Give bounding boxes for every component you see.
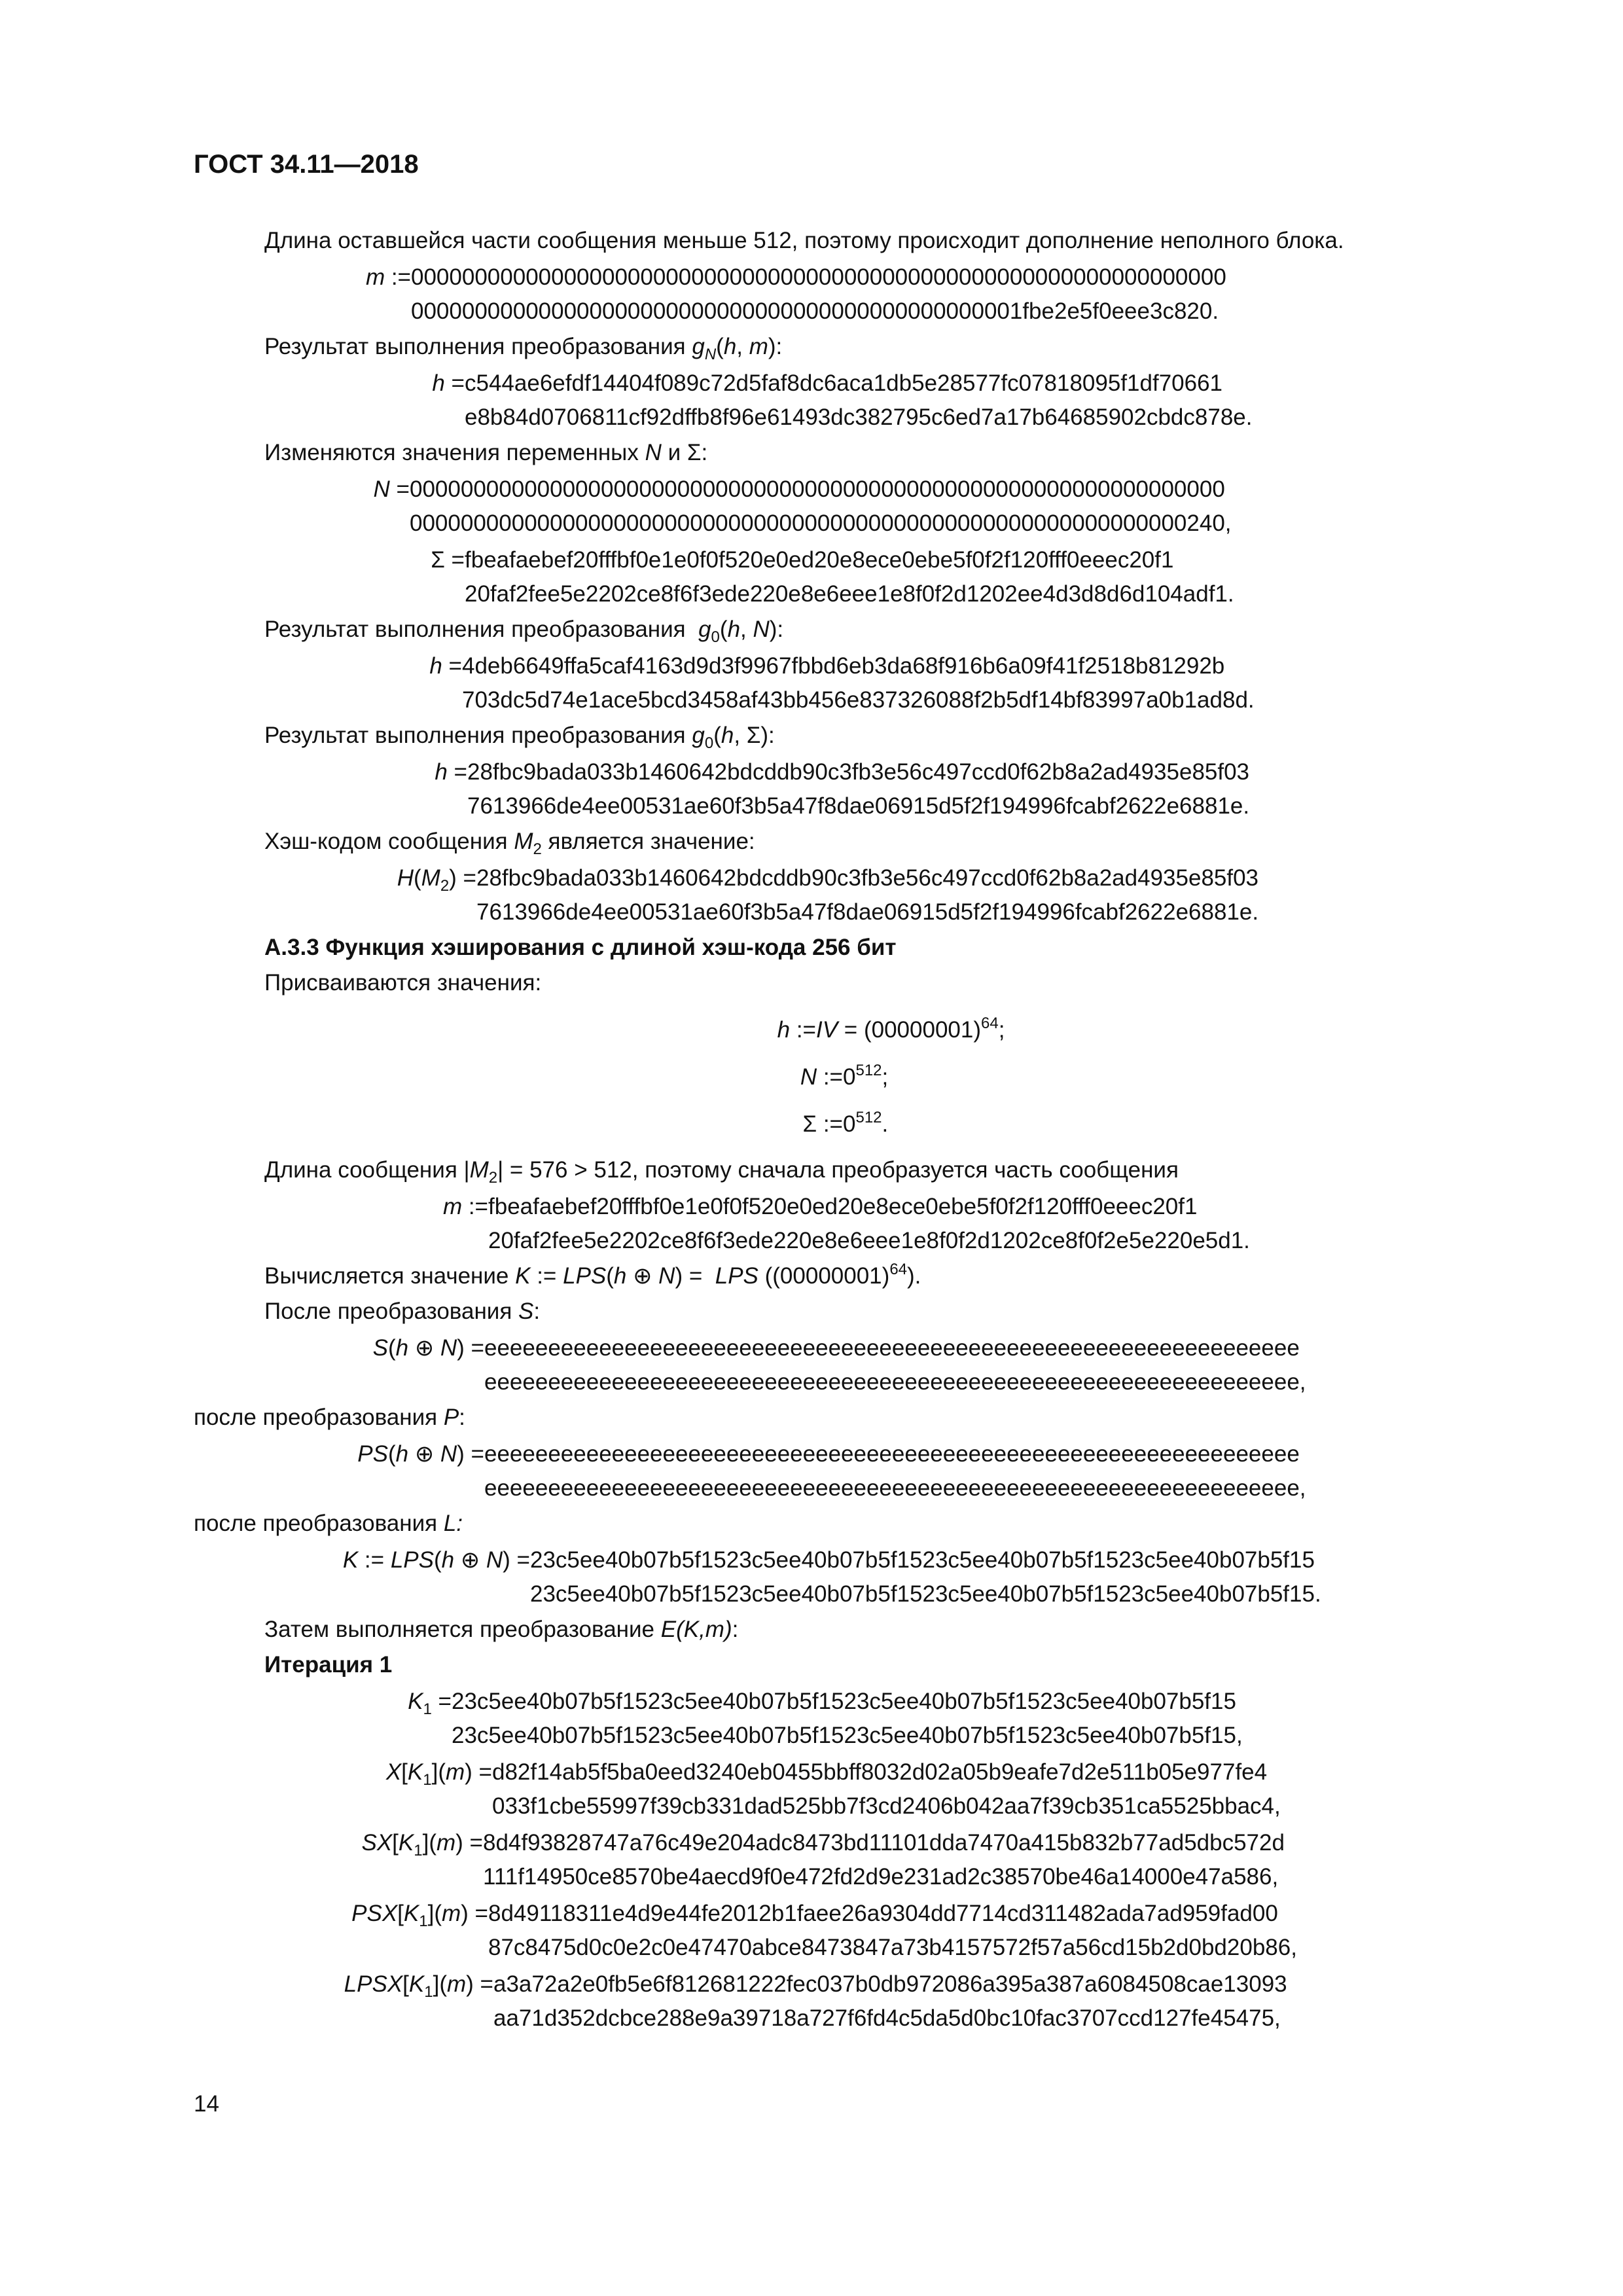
- formula-line: 23c5ee40b07b5f1523c5ee40b07b5f1523c5ee40b07b5f1523c5ee40b07b5f15.: [530, 1581, 1321, 1607]
- formula-value: [493, 1967, 1287, 2036]
- formula-line: IV = $(00000001)^{64}$;: [816, 1014, 1005, 1043]
- formula-lhs: N :=: [800, 1064, 843, 1090]
- formula-lhs: PS(h ⊕ N) =: [357, 1441, 484, 1467]
- formula: [0, 861, 1623, 929]
- paragraph: После преобразования S:: [264, 1299, 541, 1324]
- formula-line: 703dc5d74e1ace5bcd3458af43bb456e837326088f2b5df14bf83997a0b1ad8d.: [462, 687, 1255, 713]
- page-number: 14: [194, 2091, 219, 2117]
- formula-value: [843, 1060, 888, 1094]
- spacer: [0, 1141, 1623, 1152]
- formula: [0, 649, 1623, 717]
- formula-line: 20faf2fee5e2202ce8f6f3ede220e8e6eee1e8f0f2d1202ee4d3d8d6d104adf1.: [465, 581, 1234, 607]
- formula-line: 23c5ee40b07b5f1523c5ee40b07b5f1523c5ee40b07b5f1523c5ee40b07b5f15: [530, 1547, 1315, 1573]
- formula-line: aa71d352dcbce288e9a39718a727f6fd4c5da5d0bc10fac3707ccd127fe45475,: [493, 2005, 1281, 2031]
- formula-line: fbeafaebef20fffbf0e1e0f0f520e0ed20e8ece0ebe5f0f2f120fff0eeec20f1: [488, 1194, 1198, 1219]
- formula-line: eeeeeeeeeeeeeeeeeeeeeeeeeeeeeeeeeeeeeeeeeeeeeeeeeeeeeeeeeeeeeeee,: [484, 1475, 1306, 1501]
- formula: [0, 1897, 1623, 1965]
- formula-line: 111f14950ce8570be4aecd9f0e472fd2d9e231ad2c38570be46a14000e47a586,: [483, 1864, 1279, 1890]
- formula: [0, 1437, 1623, 1505]
- formula-value: [476, 861, 1258, 929]
- formula-value: [410, 473, 1232, 541]
- formula-line: 28fbc9bada033b1460642bdcddb90c3fb3e56c497ccd0f62b8a2ad4935e85f03: [467, 759, 1250, 785]
- formula: [0, 1967, 1623, 2036]
- formula-line: 23c5ee40b07b5f1523c5ee40b07b5f1523c5ee40b07b5f1523c5ee40b07b5f15: [452, 1689, 1236, 1714]
- formula: [0, 1013, 1623, 1047]
- paragraph: Длина сообщения $|M_2| = 576 > 512$, поэтому сначала преобразуется часть сообщения: [264, 1157, 1179, 1187]
- paragraph: после преобразования P:: [194, 1405, 465, 1430]
- formula-line: d82f14ab5f5ba0eed3240eb0455bbff8032d02a05b9eafe7d2e511b05e977fe4: [492, 1759, 1268, 1785]
- formula-value: [452, 1685, 1243, 1753]
- formula-lhs: N =: [373, 476, 410, 502]
- formula-lhs: $PSX[K_1](m)$ =: [351, 1901, 488, 1930]
- formula: [0, 1107, 1623, 1141]
- formula-lhs: Σ =: [431, 547, 465, 573]
- formula-value: [467, 755, 1249, 823]
- formula: [0, 1543, 1623, 1611]
- formula: [0, 260, 1623, 329]
- formula-line: fbeafaebef20fffbf0e1e0f0f520e0ed20e8ece0ebe5f0f2f120fff0eeec20f1: [465, 547, 1174, 573]
- formula: [0, 1755, 1623, 1823]
- formula: [0, 1685, 1623, 1753]
- formula: [0, 367, 1623, 435]
- formula-lhs: $K_1$ =: [408, 1689, 452, 1718]
- formula-line: eeeeeeeeeeeeeeeeeeeeeeeeeeeeeeeeeeeeeeeeeeeeeeeeeeeeeeeeeeeeeeee,: [484, 1369, 1306, 1395]
- paragraph: Затем выполняется преобразование E(K,m):: [264, 1617, 739, 1642]
- formula-line: 4deb6649ffa5caf4163d9d3f9967fbbd6eb3da68f916b6a09f41f2518b81292b: [462, 653, 1225, 679]
- formula-value: [465, 367, 1252, 435]
- formula-lhs: h =: [432, 370, 465, 396]
- formula-lhs: m :=: [442, 1194, 488, 1219]
- formula-lhs: $H(M_2)$ =: [397, 865, 476, 895]
- paragraph: Вычисляется значение K := LPS(h ⊕ N) = LPS $((00000001)^{64})$.: [264, 1261, 921, 1289]
- formula-line: $0^{512}$;: [843, 1062, 889, 1090]
- formula-line: e8b84d0706811cf92dffb8f96e61493dc382795c6ed7a17b64685902cbdc878e.: [465, 404, 1253, 430]
- formula: [0, 473, 1623, 541]
- paragraph: после преобразования L:: [194, 1511, 463, 1536]
- formula-value: [411, 260, 1226, 329]
- formula-value: [843, 1107, 888, 1141]
- formula-line: $0^{512}$.: [843, 1109, 889, 1137]
- formula-lhs: m :=: [365, 264, 411, 290]
- document-body: [0, 223, 1623, 2036]
- formula-lhs: $SX[K_1](m)$ =: [361, 1830, 483, 1859]
- formula-value: [492, 1755, 1281, 1823]
- paragraph: Хэш-кодом сообщения $M_2$ является значение:: [264, 829, 755, 858]
- spacer: [0, 1000, 1623, 1011]
- formula-line: 7613966de4ee00531ae60f3b5a47f8dae06915d5f2f194996fcabf2622e6881e.: [467, 793, 1250, 819]
- formula-value: [465, 543, 1234, 611]
- formula: [0, 1190, 1623, 1258]
- formula-value: [488, 1897, 1297, 1965]
- formula-line: 7613966de4ee00531ae60f3b5a47f8dae06915d5f2f194996fcabf2622e6881e.: [476, 899, 1259, 925]
- formula-lhs: $LPSX[K_1](m)$ =: [344, 1971, 493, 2001]
- formula-line: c544ae6efdf14404f089c72d5faf8dc6aca1db5e28577fc07818095f1df70661: [465, 370, 1223, 396]
- formula-lhs: h =: [429, 653, 462, 679]
- paragraph: Результат выполнения преобразования $g_0(h$, N):: [264, 617, 784, 646]
- formula-value: [484, 1437, 1306, 1505]
- formula-lhs: Σ :=: [802, 1111, 843, 1137]
- formula-value: [530, 1543, 1321, 1611]
- paragraph: Результат выполнения преобразования $g_0(h$, Σ):: [264, 723, 775, 752]
- formula: [0, 755, 1623, 823]
- formula-value: [488, 1190, 1250, 1258]
- formula-line: 0000000000000000000000000000000000000000000000000000000000000240,: [410, 511, 1232, 536]
- formula-lhs: h :=: [777, 1017, 816, 1043]
- formula-line: 87c8475d0c0e2c0e47470abce8473847a73b4157572f57a56cd15b2d0bd20b86,: [488, 1935, 1297, 1960]
- formula: [0, 1826, 1623, 1894]
- formula-line: 0000000000000000000000000000000000000000000000000000000000000000: [410, 476, 1225, 502]
- formula-line: 033f1cbe55997f39cb331dad525bb7f3cd2406b042aa7f39cb351ca5525bbac4,: [492, 1793, 1281, 1819]
- formula-line: eeeeeeeeeeeeeeeeeeeeeeeeeeeeeeeeeeeeeeeeeeeeeeeeeeeeeeeeeeeeeeee: [484, 1441, 1300, 1467]
- formula-line: 23c5ee40b07b5f1523c5ee40b07b5f1523c5ee40b07b5f1523c5ee40b07b5f15,: [452, 1723, 1243, 1748]
- paragraph: Присваиваются значения:: [264, 970, 542, 996]
- formula-lhs: h =: [435, 759, 467, 785]
- formula-value: [462, 649, 1255, 717]
- section-heading: Итерация 1: [264, 1652, 393, 1677]
- spacer: [0, 1047, 1623, 1058]
- formula-line: 0000000000000000000000000000000000000000000000000000000000000000: [411, 264, 1226, 290]
- formula-line: 8d49118311e4d9e44fe2012b1faee26a9304dd7714cd311482ada7ad959fad00: [488, 1901, 1278, 1926]
- paragraph: Длина оставшейся части сообщения меньше 512, поэтому происходит дополнение неполного блока.: [264, 228, 1344, 253]
- paragraph: Изменяются значения переменных N и Σ:: [264, 440, 708, 465]
- formula-line: 8d4f93828747a76c49e204adc8473bd11101dda7470a415b832b77ad5dbc572d: [483, 1830, 1285, 1856]
- formula-lhs: K := LPS(h ⊕ N) =: [342, 1547, 530, 1573]
- formula: [0, 1060, 1623, 1094]
- formula-line: eeeeeeeeeeeeeeeeeeeeeeeeeeeeeeeeeeeeeeeeeeeeeeeeeeeeeeeeeeeeeeee: [484, 1335, 1300, 1361]
- formula: [0, 543, 1623, 611]
- paragraph: Результат выполнения преобразования $g_N(h$, m):: [264, 334, 783, 363]
- formula-lhs: $X[K_1](m)$ =: [385, 1759, 492, 1789]
- formula-line: 28fbc9bada033b1460642bdcddb90c3fb3e56c497ccd0f62b8a2ad4935e85f03: [476, 865, 1259, 891]
- formula-value: [483, 1826, 1285, 1894]
- formula-value: [484, 1331, 1306, 1399]
- formula-line: a3a72a2e0fb5e6f812681222fec037b0db972086a395a387a6084508cae13093: [493, 1971, 1287, 1997]
- formula-line: 20faf2fee5e2202ce8f6f3ede220e8e6eee1e8f0f2d1202ce8f0f2e5e220e5d1.: [488, 1228, 1250, 1253]
- section-heading: А.3.3 Функция хэширования с длиной хэш-кода 256 бит: [264, 935, 897, 960]
- formula-value: [816, 1013, 1005, 1047]
- formula: [0, 1331, 1623, 1399]
- spacer: [0, 1094, 1623, 1105]
- standard-designation: ГОСТ 34.11—2018: [194, 150, 419, 179]
- formula-line: 000000000000000000000000000000000000000000000001fbe2e5f0eee3c820.: [411, 298, 1219, 324]
- formula-lhs: S(h ⊕ N) =: [372, 1335, 484, 1361]
